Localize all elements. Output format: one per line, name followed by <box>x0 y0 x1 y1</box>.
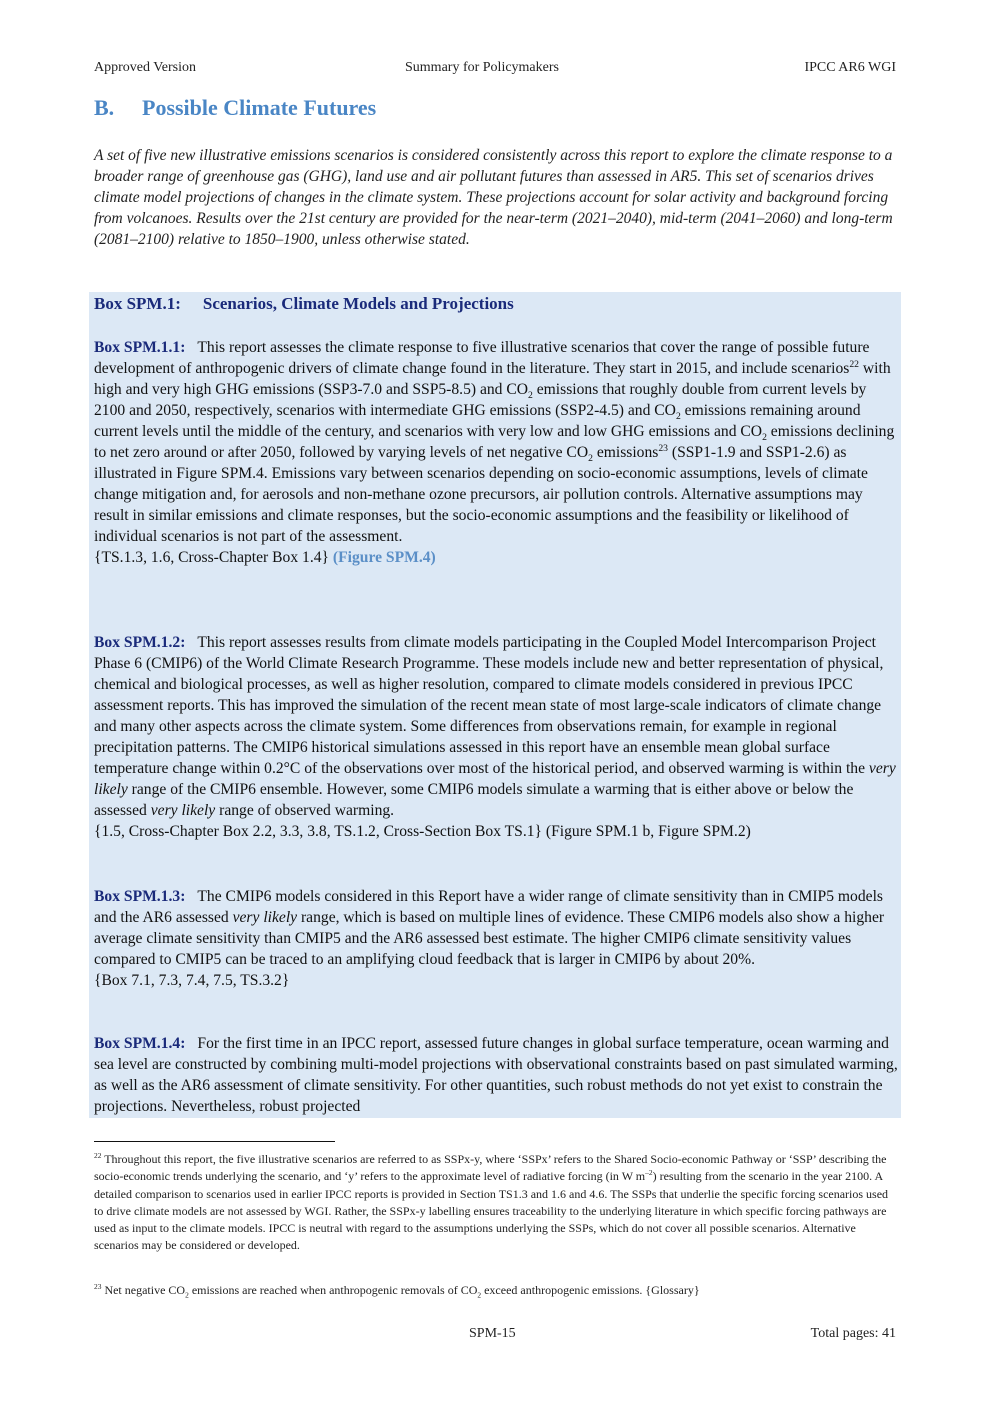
page-number: SPM-15 <box>469 1326 516 1341</box>
section-intro: A set of five new illustrative emissions scenarios is considered consistently across this report to explore the climate response to a broader range of greenhouse gas (GHG), land use and air pollutant futures than assessed in AR5. This set of scenarios drives climate model projections of changes in the climate system. These projections account for solar activity and background forcing from volcanoes. Results over the 21st century are provided for the near-term (2021–2040), mid-term (2041–2060) and long-term (2081–2100) relative to 1850–1900, unless otherwise stated. <box>94 147 893 248</box>
box-title-text: Scenarios, Climate Models and Projections <box>202 294 514 313</box>
footnote-22 <box>94 1151 898 1255</box>
paragraph-text: emissions <box>592 444 659 461</box>
section-title: Possible Climate Futures <box>142 95 377 120</box>
paragraph-text: This report assesses the climate response to five illustrative scenarios that cover the range of possible future development of anthropogenic drivers of climate change found in the literature. They start in 2015, and include scenarios <box>94 339 870 377</box>
section-number: B. <box>94 95 115 120</box>
likelihood-term: very likely <box>150 802 216 819</box>
footnote-text: emissions are reached when anthropogenic removals of CO <box>188 1283 478 1297</box>
footnote-ref-22[interactable]: 22 <box>849 358 859 370</box>
subscript: 2 <box>675 411 681 423</box>
footnote-text: Throughout this report, the five illustrative scenarios are referred to as SSPx-y, where ‘SSPx’ refers to the Shared Socio-economic Pathway or ‘SSP’ describing the socio-economic trends underlying the scenario, and ‘y’ refers to the approximate level of radiative forcing (in W m <box>94 1152 887 1184</box>
box-paragraph-2 <box>94 632 899 842</box>
footnote-23 <box>94 1282 898 1299</box>
box-label: Box SPM.1: <box>94 294 181 313</box>
section-heading <box>94 95 376 121</box>
footnote-text: exceed anthropogenic emissions. {Glossary} <box>481 1283 700 1297</box>
footnote-text: ) resulting from the scenario in the year 2100. A detailed comparison to scenarios used in earlier IPCC reports is provided in Section TS1.3 and 1.6 and 4.6. The SSPs that underlie the specific forcing scenarios used to drive climate models are not assessed by WGI. Rather, the SSPx-y labelling ensures traceability to the underlying literature in which specific forcing pathways are used as input to the climate models. IPCC is neutral with regard to the assumptions underlying the SSPs, which do not cover all possible scenarios. Alternative scenarios may be considered or developed. <box>94 1169 889 1253</box>
paragraph-label: Box SPM.1.2: <box>94 634 186 651</box>
subscript: 2 <box>762 432 767 444</box>
header-version: Approved Version <box>94 60 197 75</box>
subscript: 2 <box>588 453 593 465</box>
paragraph-label: Box SPM.1.1: <box>94 339 186 356</box>
footnote-ref-23[interactable]: 23 <box>658 442 668 454</box>
cross-references: {TS.1.3, 1.6, Cross-Chapter Box 1.4} <box>94 549 330 566</box>
paragraph-label: Box SPM.1.3: <box>94 888 186 905</box>
paragraph-text: The CMIP6 models considered in this Report have a wider range of climate sensitivity than in CMIP5 models and the AR6 assessed <box>94 888 883 926</box>
subscript: 2 <box>477 1290 482 1300</box>
paragraph-text: emissions remaining around current levels until the middle of the century, and scenarios with very low and low GHG emissions and CO <box>94 402 861 440</box>
paragraph-text: emissions that roughly double from current levels by 2100 and 2050, respectively, scenarios with intermediate GHG emissions (SSP2-4.5) and CO <box>94 381 867 419</box>
paragraph-label: Box SPM.1.4: <box>94 1035 186 1052</box>
likelihood-term: very likely <box>94 760 896 798</box>
box-title <box>94 294 514 314</box>
footnote-number: 22 <box>94 1151 102 1160</box>
paragraph-text: emissions declining to net zero around or after 2050, followed by varying levels of net negative CO <box>94 423 895 461</box>
total-pages: Total pages: 41 <box>810 1326 896 1341</box>
superscript: –2 <box>645 1168 653 1178</box>
figure-link-spm4[interactable]: (Figure SPM.4) <box>332 549 436 566</box>
paragraph-text: range, which is based on multiple lines of evidence. These CMIP6 models also show a higher average climate sensitivity than CMIP5 and the AR6 assessed best estimate. The higher CMIP6 climate sensitivity values compared to CMIP5 can be traced to an amplifying cloud feedback that is larger in CMIP6 by about 20%. <box>94 909 885 968</box>
paragraph-text: (SSP1-1.9 and SSP1-2.6) as illustrated in Figure SPM.4. Emissions vary between scenarios depending on socio-economic assumptions, levels of climate change mitigation and, for aerosols and non-methane ozone precursors, air pollution controls. Alternative assumptions may result in similar emissions and climate responses, but the socio-economic assumptions and the feasibility or likelihood of individual scenarios is not part of the assessment. <box>94 444 868 545</box>
paragraph-text: For the first time in an IPCC report, assessed future changes in global surface temperature, ocean warming and sea level are constructed by combining multi-model projections with observational constraints based on past simulated warming, as well as the AR6 assessment of climate sensitivity. For other quantities, such robust methods do not yet exist to constrain the projections. Nevertheless, robust projected <box>94 1035 898 1115</box>
footnote-number: 23 <box>94 1282 102 1291</box>
cross-references: {Box 7.1, 7.3, 7.4, 7.5, TS.3.2} <box>94 972 290 989</box>
box-paragraph-3 <box>94 886 899 991</box>
paragraph-text: with high and very high GHG emissions (SSP3-7.0 and SSP5-8.5) and CO <box>94 360 891 398</box>
box-paragraph-4 <box>94 1033 899 1117</box>
cross-references: {1.5, Cross-Chapter Box 2.2, 3.3, 3.8, TS.1.2, Cross-Section Box TS.1} (Figure SPM.1 b, Figure SPM.2) <box>94 823 751 840</box>
subscript: 2 <box>185 1290 189 1300</box>
subscript: 2 <box>528 390 533 402</box>
paragraph-text: range of observed warming. <box>215 802 395 819</box>
footnote-text: Net negative CO <box>101 1283 186 1297</box>
paragraph-text: range of the CMIP6 ensemble. However, some CMIP6 models simulate a warming that is either above or below the assessed <box>94 781 854 819</box>
footnote-rule <box>94 1141 335 1142</box>
paragraph-text: This report assesses results from climate models participating in the Coupled Model Intercomparison Project Phase 6 (CMIP6) of the World Climate Research Programme. These models include new and better representation of physical, chemical and biological processes, as well as higher resolution, compared to climate models considered in previous IPCC assessment reports. This has improved the simulation of the recent mean state of most large-scale indicators of climate change and many other aspects across the climate system. Some differences from observations remain, for example in regional precipitation patterns. The CMIP6 historical simulations assessed in this report have an ensemble mean global surface temperature change within 0.2°C of the observations over most of the historical period, and observed warming is within the <box>94 634 884 777</box>
header-report: IPCC AR6 WGI <box>804 60 896 75</box>
box-paragraph-1 <box>94 337 899 568</box>
likelihood-term: very likely <box>232 909 298 926</box>
header-section: Summary for Policymakers <box>405 60 559 75</box>
running-header <box>94 60 896 80</box>
